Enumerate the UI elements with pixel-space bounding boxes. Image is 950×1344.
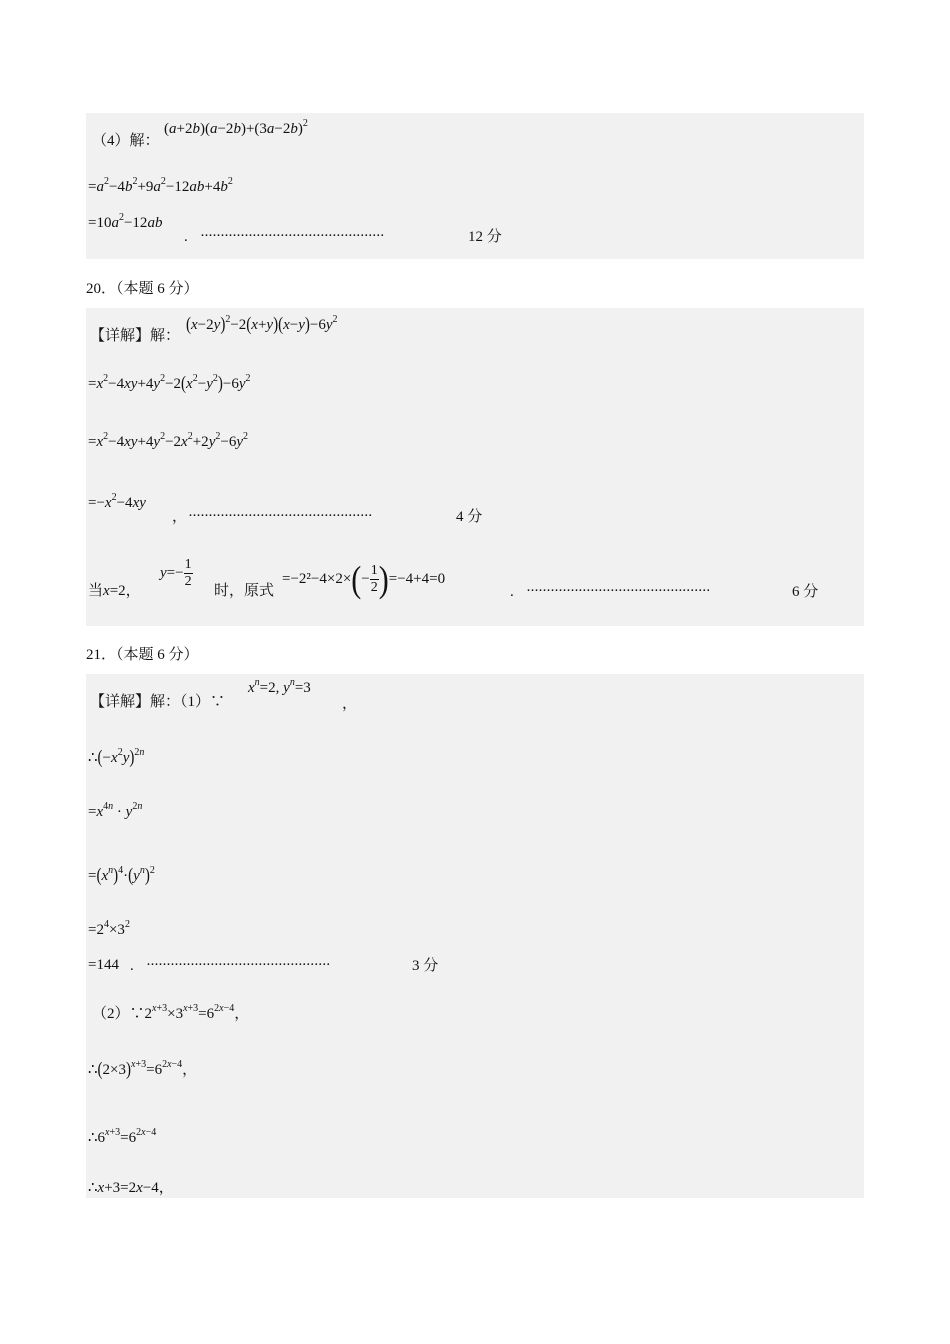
step-1: $=x^2-4xy+4y^2-2(x^2-y^2)-6y^2$ xyxy=(88,373,251,394)
score-dots: ·············································· xyxy=(146,957,330,973)
step-2: $=x^2-4xy+4y^2-2x^2+2y^2-6y^2$ xyxy=(88,431,248,450)
substitution-result: =−2²−4×2×(− $\frac{1}{2}$ )=−4+4=0 xyxy=(282,558,446,600)
punctuation: . xyxy=(510,584,514,600)
score-label: 3 分 xyxy=(412,958,439,974)
part-2-given: $(2)\because 2^{x+3}\times 3^{x+3}=6^{2x-4}$， xyxy=(92,1003,250,1022)
score-label: 4 分 xyxy=(456,509,483,525)
step-4: =144 xyxy=(88,957,119,973)
punctuation: . xyxy=(130,958,134,974)
question-heading-21: 21．（本题 6 分） xyxy=(86,647,199,663)
step-2: $=(x^n)^4\cdot(y^n)^2$ xyxy=(88,865,155,886)
score-dots: ·············································· xyxy=(200,228,384,244)
punctuation: . xyxy=(184,229,188,245)
detail-label: 【详解】解： xyxy=(90,328,181,344)
step-1: $=a^2-4b^2+9a^2-12ab+4b^2$ xyxy=(88,176,233,195)
question-heading-20: 20．（本题 6 分） xyxy=(86,281,199,297)
score-dots: ·············································· xyxy=(188,508,372,524)
step-3: $=2^4\times 3^2$ xyxy=(88,919,130,938)
solution-block-q19-part4 xyxy=(86,113,864,259)
y-value: y=− $\frac{1}{2}$ xyxy=(160,557,192,589)
punctuation: ， xyxy=(342,696,358,712)
score-label: 6 分 xyxy=(792,584,819,600)
step-3: $=-x^2-4xy$ xyxy=(88,492,146,511)
expression: $(x-2y)^2-2(x+y)(x-y)-6y^2$ xyxy=(186,314,338,335)
part-2-step-1: $\therefore(2\times 3)^{x+3}=6^{2x-4}$， xyxy=(88,1059,198,1080)
step-1: $=x^{4n} \cdot y^{2n}$ xyxy=(88,801,143,820)
score-label: 12 分 xyxy=(468,229,502,245)
detail-label: 【详解】解：（1）∵ xyxy=(90,694,226,710)
step-2: $=10a^2-12ab$ xyxy=(88,212,163,231)
expression: $\therefore(-x^2y)^{2n}$ xyxy=(88,747,145,768)
substitution-intro: 当x=2， xyxy=(88,583,141,599)
part-2-step-2: $\therefore 6^{x+3}=6^{2x-4}$ xyxy=(88,1127,157,1146)
solution-block-q20 xyxy=(86,308,864,626)
solution-block-q21 xyxy=(86,674,864,1198)
part-2-step-3: ∴x+3=2x−4， xyxy=(88,1180,174,1196)
expression: $(a+2b)(a-2b)+(3a-2b)^2$ xyxy=(164,118,308,137)
punctuation: ， xyxy=(172,509,188,525)
score-dots: ·············································· xyxy=(526,583,710,599)
substitution-when: 时，原式 xyxy=(214,583,275,599)
part-label: （4）解： xyxy=(92,133,160,149)
given: $x^n=2$, $y^n=3$ xyxy=(248,677,311,696)
